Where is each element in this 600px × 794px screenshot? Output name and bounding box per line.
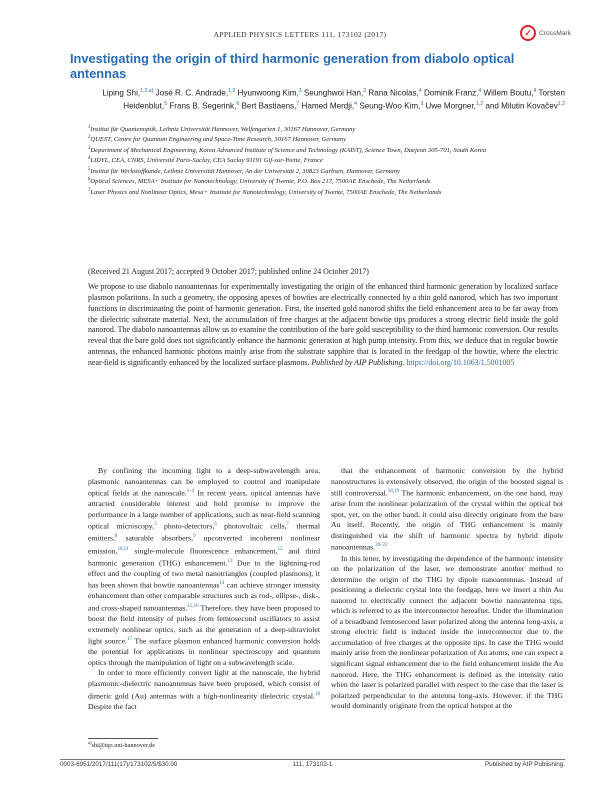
affiliation-item: [88, 145, 558, 155]
footnote-divider: [88, 738, 158, 739]
body-paragraph: [88, 668, 320, 712]
affiliation-text: Optical Sciences, MESA+ Institute for Nanotechnology, University of Twente, P.O. Box 217, 7500AE Enschede, The Netherlands: [90, 178, 431, 186]
footnote-mark: a): [88, 740, 92, 745]
affiliation-number: 2: [88, 135, 91, 141]
body-text: photo-detectors,: [156, 521, 215, 531]
citation-ref[interactable]: 8: [114, 534, 118, 540]
author-name: Hamed Merdji,: [301, 101, 355, 111]
body-text: can achieve stronger intensity enhancement than other comparable structures such as rod-, ellipse-, disk-, and cross-shaped nanoantennas.: [88, 580, 320, 613]
crossmark-icon: ✓: [520, 25, 536, 41]
citation-ref[interactable]: 12: [277, 546, 283, 552]
citation-ref[interactable]: 14: [219, 581, 225, 587]
body-text: The surface plasmon enhanced harmonic conversion holds the potential for applications in nonlinear spectroscopy and quantum optics through the manipulation of light on a subwavelength scale.: [88, 636, 320, 667]
footer-issn: 0003-6951/2017/111(17)/173102/5/$30.00: [60, 761, 178, 768]
citation-ref[interactable]: 1–4: [186, 489, 195, 495]
footer-publisher: Published by AIP Publishing.: [484, 761, 565, 768]
body-text: By confining the incoming light to a deep-subwavelength area, plasmonic nanoantennas can be employed to control and manipulate optical fields at the nanoscale.: [88, 466, 320, 498]
doi-link[interactable]: https://doi.org/10.1063/1.5001005: [406, 357, 515, 367]
author-name: Uwe Morgner,: [425, 101, 476, 111]
affiliation-item: [88, 176, 558, 186]
author-name: Seunghwoi Han,: [303, 88, 364, 98]
body-text: upconverted incoherent nonlinear emission,: [88, 534, 321, 556]
author-affiliation-mark: 5: [164, 100, 168, 107]
affiliation-number: 4: [88, 156, 91, 162]
journal-header: APPLIED PHYSICS LETTERS 111, 173102 (2017): [213, 30, 387, 39]
affiliation-text: Institut für Quantenoptik, Leibniz Universität Hannover, Welfengarten 1, 30167 Hannover, Germany: [90, 126, 356, 134]
affiliation-item: [88, 166, 558, 176]
footer-page-number: 111, 173102-1: [292, 761, 333, 768]
author-name: José R. C. Andrade,: [155, 88, 229, 98]
author-affiliation-mark: 3: [363, 88, 367, 94]
author-name: Frans B. Segerink,: [169, 101, 237, 111]
author-name: Liping Shi,: [102, 88, 141, 98]
body-text: photovoltaic cells,: [216, 521, 287, 531]
author-affiliation-mark: 4: [418, 88, 422, 94]
body-text: The harmonic enhancement, on the one hand, may arise from the nonlinear polarization of the crystal within the optical hot spot, yet, on the other hand, it could also directly originate from the bare Au itself. Recently, the origin of THG enhancement is mainly distinguished via the shift of harmonic spectra by hybrid dipole nanoantennas.: [331, 488, 563, 552]
citation-ref[interactable]: 13: [227, 558, 233, 564]
abstract-text: We propose to use diabolo nanoantennas for experimentally investigating the origin of the enhanced third harmonic generation by localized surface plasmon polaritons. In such a geometry, the opposing apexes of bowties are electrically connected by a thin gold nanorod, which has two important functions in discriminating the point of harmonic generation. First, the inserted gold nanorod shifts the field enhancement area to be far away from the dielectric substrate material. Next, the accumulation of free charges at the adjacent bowtie tips produces a strong electric field inside the gold nanorod. The diabolo nanoantennas allow us to examine the contribution of the bare gold susceptibility to the third harmonic conversion. Our results reveal that the bare gold does not significantly enhance the harmonic generation at high pump intensity. From this, we deduce that in regular bowtie antennas, the enhanced harmonic photons mainly arise from the substrate sapphire that is located in the feedgap of the bowtie, where the electric near-field is significantly enhanced by the localized surface plasmons.: [88, 282, 558, 367]
abstract-publisher: Published by AIP Publishing.: [311, 357, 405, 367]
body-paragraph: [88, 466, 320, 668]
author-name: Hyunwoong Kim,: [237, 88, 299, 98]
author-affiliation-mark: 4: [533, 88, 537, 94]
citation-ref[interactable]: 20–22: [375, 543, 388, 549]
affiliation-number: 5: [88, 166, 91, 172]
citation-ref[interactable]: 15,16: [187, 604, 199, 610]
crossmark-label: CrossMark: [539, 29, 571, 37]
body-text: In recent years, optical antennas have attracted considerable interest and hold promise to improve the performance in a large number of applications, such as near-field scanning optical microscopy,: [88, 488, 320, 531]
body-text: Due to the lightning-rod effect and the coupling of two metal nanotriangles (coupled plasmons), it has been shown that bowtie nanoantennas: [88, 558, 320, 590]
footer-divider: [60, 759, 565, 760]
affiliation-list: [88, 124, 558, 197]
affiliation-text: Institut für Werkstoffkunde, Leibniz Universität Hannover, An der Universität 2, 30823 Garbsen, Hannover, Germany: [90, 168, 400, 176]
author-affiliation-mark: 1,2: [557, 100, 565, 107]
affiliation-number: 3: [88, 145, 91, 151]
body-paragraph: [331, 466, 563, 554]
body-text: Therefore, they have been proposed to boost the field intensity of pulses from femtosecond oscillators to assist extremely nonlinear optics, such as the generation of a deep-ultraviolet light source.: [88, 603, 320, 646]
body-text: Despite the fact: [88, 701, 137, 711]
body-text: thermal emitters,: [88, 521, 321, 544]
affiliation-text: Department of Mechanical Engineering, Korea Advanced Institute of Science and Technology (KAIST), Science Town, Daejeon 305-701, South Korea: [90, 147, 487, 155]
body-column-left: [88, 466, 320, 712]
author-affiliation-mark: 1,2: [475, 100, 484, 107]
author-affiliation-mark: 1,2,a): [140, 88, 154, 94]
author-affiliation-mark: 4: [354, 100, 358, 107]
citation-ref[interactable]: 5: [154, 522, 157, 528]
author-name: Seung-Woo Kim,: [359, 101, 421, 111]
author-affiliation-mark: 4: [478, 88, 482, 94]
citation-ref[interactable]: 7: [286, 522, 289, 528]
citation-ref[interactable]: 10,11: [117, 546, 129, 552]
article-title: Investigating the origin of third harmonic generation from diabolo optical antennas: [70, 51, 515, 81]
body-paragraph: [331, 554, 563, 712]
body-text: and third harmonic generation (THG) enhancement.: [88, 546, 320, 568]
body-text: saturable absorbers,: [117, 534, 194, 544]
footnote-email[interactable]: shi@iqo.uni-hannover.de: [91, 742, 156, 750]
author-affiliation-mark: 3: [298, 88, 302, 94]
affiliation-number: 7: [88, 187, 91, 193]
author-list: [60, 86, 565, 111]
citation-ref[interactable]: 17: [126, 637, 132, 643]
affiliation-item: [88, 134, 558, 144]
citation-ref[interactable]: 18,19: [387, 489, 399, 495]
affiliation-number: 6: [88, 177, 91, 183]
citation-ref[interactable]: 9: [193, 534, 196, 540]
footnote: [88, 740, 320, 749]
author-affiliation-mark: 3: [420, 100, 424, 107]
affiliation-text: Laser Physics and Nonlinear Optics, Mesa+ Institute for Nanotechnology, University of Twente, 7500AE Enschede, The Netherlands: [90, 189, 442, 197]
author-name: Willem Boutu,: [483, 88, 534, 98]
citation-ref[interactable]: 18: [315, 691, 320, 697]
body-text: In order to more efficiently convert light at the nanoscale, the hybrid plasmonic-dielectric nanoantennas have been proposed, which consist of dimeric gold (Au) antennas with a high-nonlinearity dielectric crystal.: [88, 668, 320, 701]
affiliation-number: 1: [88, 125, 91, 130]
body-text: In this letter, by investigating the dependence of the harmonic intensity on the polarization of the laser, we demonstrate another method to determine the origin of the THG by dipole nanoantennas. Instead of positioning a dielectric crystal into the feedgap, here we insert a thin Au nanorod to electrically connect the adjacent bowtie nanoantenna tips, which is referred to as the interconnector hereafter. Under the illumination of a broadband femtosecond laser polarized along the antenna long-axis, a strong electric field is induced inside the interconnector due to the accumulation of free charges at the opposite tips. In case the THG would mainly arise from the nonlinear polarization of Au atoms, one can expect a significant signal enhancement due to the field enhancement inside the Au nanorod. Here, the THG enhancement is defined as the intensity ratio when the laser is polarized parallel with respect to the case that the laser is polarized perpendicular to the antenna long-axis. However, if the THG would dominantly originate from the optical hotspot at the: [331, 553, 563, 711]
affiliation-item: [88, 155, 558, 165]
author-name: Rana Nicolas,: [368, 88, 419, 98]
author-name: and Milutin Kovačev: [485, 101, 558, 111]
author-affiliation-mark: 7: [296, 100, 300, 107]
affiliation-text: QUEST, Centre for Quantum Engineering and Space-Time Research, 30167 Hannover, Germany: [90, 136, 346, 144]
author-affiliation-mark: 6: [236, 100, 240, 107]
author-name: Bert Bastiaens,: [241, 101, 297, 111]
abstract: [88, 282, 558, 369]
affiliation-item: [88, 187, 558, 197]
received-dates: (Received 21 August 2017; accepted 9 October 2017; published online 24 October 2017): [88, 267, 369, 276]
citation-ref[interactable]: 6: [214, 522, 217, 528]
affiliation-item: [88, 124, 558, 134]
page-footer: [60, 761, 565, 773]
body-text: single-molecule fluorescence enhancement,: [128, 546, 278, 556]
author-name: Torsten Heidenblut,: [123, 88, 565, 111]
author-affiliation-mark: 1,2: [228, 88, 236, 94]
author-name: Dominik Franz,: [423, 88, 479, 98]
body-column-right: [331, 466, 563, 712]
crossmark-badge[interactable]: [520, 22, 572, 44]
affiliation-text: LIDYL, CEA, CNRS, Université Paris-Saclay, CEA Saclay 91191 Gif-sur-Yvette, France: [90, 157, 323, 165]
body-text: that the enhancement of harmonic conversion by the hybrid nanostructures is extensively observed, the origin of the boosted signal is still controversial.: [331, 466, 563, 498]
